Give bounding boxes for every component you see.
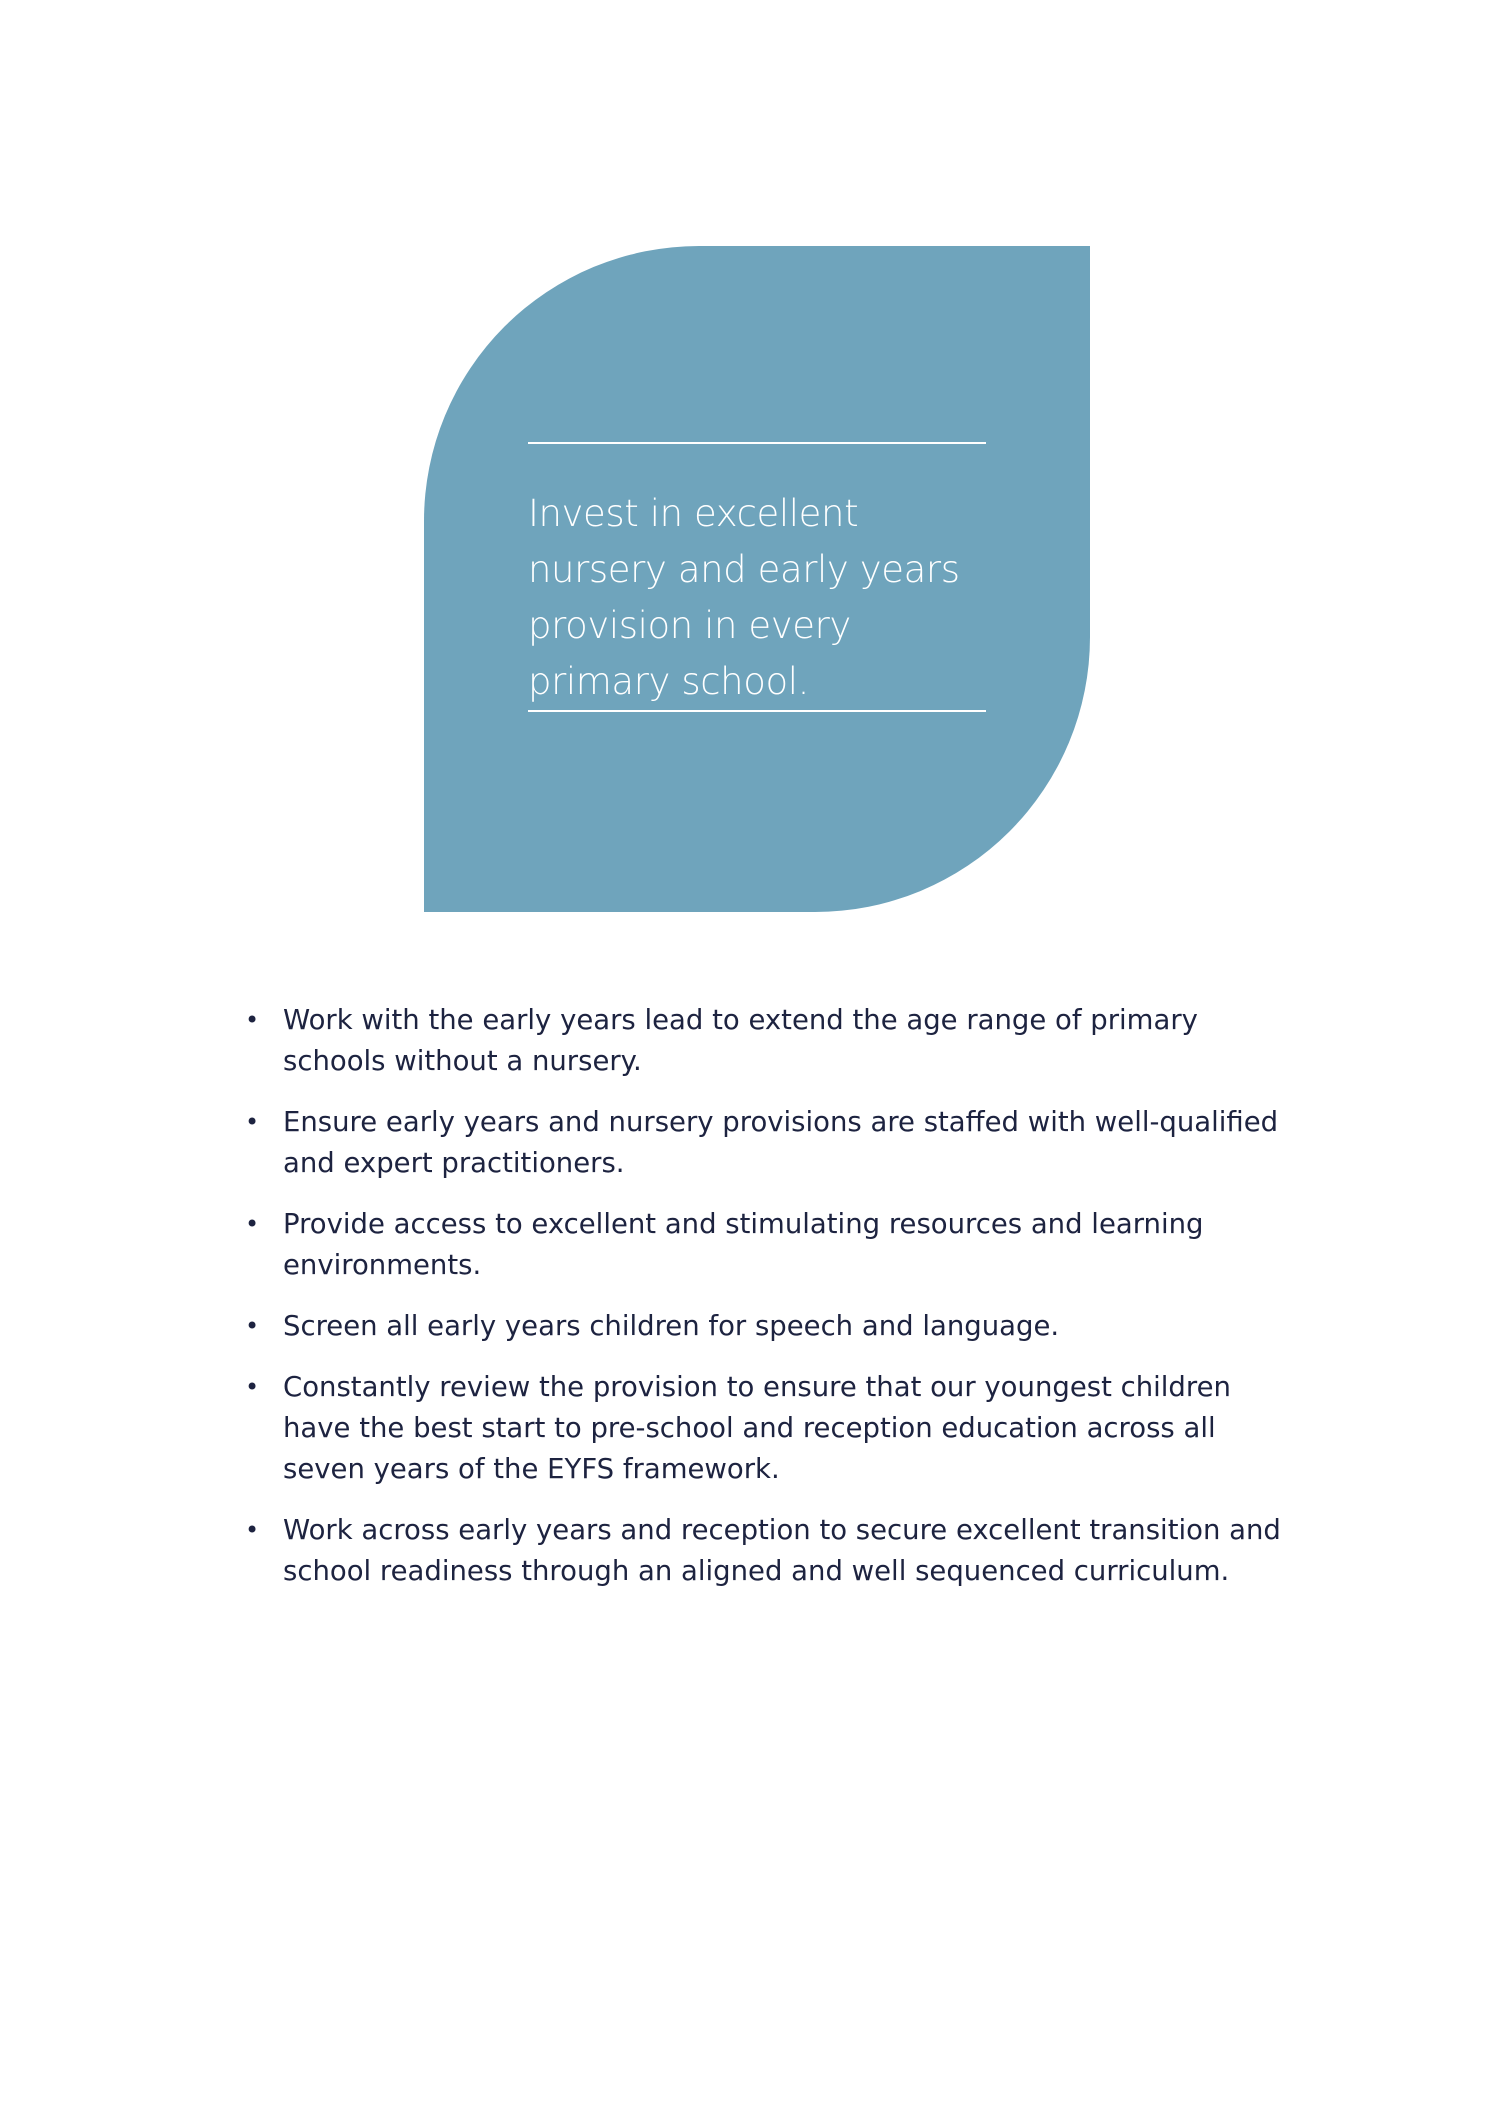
list-item-text: Work with the early years lead to extend the age range of primary schools without a nursery.: [283, 1004, 1198, 1077]
callout-bottom-divider: [528, 710, 986, 712]
list-item: [245, 1367, 1285, 1490]
list-item-text: Constantly review the provision to ensure that our youngest children have the best start to pre-school and reception education across all seven years of the EYFS framework.: [283, 1371, 1231, 1485]
bullet-icon: •: [245, 1516, 260, 1544]
list-item-text: Provide access to excellent and stimulating resources and learning environments.: [283, 1208, 1204, 1281]
list-item: [245, 1306, 1285, 1347]
list-item: [245, 1510, 1285, 1592]
bullet-icon: •: [245, 1312, 260, 1340]
list-item-text: Ensure early years and nursery provisions are staffed with well-qualified and expert practitioners.: [283, 1106, 1279, 1179]
callout-top-divider: [528, 442, 986, 444]
action-bullet-list: [245, 1000, 1285, 1612]
bullet-icon: •: [245, 1108, 260, 1136]
list-item-text: Work across early years and reception to secure excellent transition and school readiness through an aligned and well sequenced curriculum.: [283, 1514, 1281, 1587]
bullet-icon: •: [245, 1373, 260, 1401]
callout-leaf-panel: [424, 246, 1090, 912]
callout-text: Invest in excellent nursery and early years provision in every primary school.: [528, 492, 960, 703]
bullet-icon: •: [245, 1006, 260, 1034]
list-item: [245, 1000, 1285, 1082]
list-item: [245, 1204, 1285, 1286]
bullet-icon: •: [245, 1210, 260, 1238]
list-item: [245, 1102, 1285, 1184]
list-item-text: Screen all early years children for speech and language.: [283, 1310, 1060, 1342]
